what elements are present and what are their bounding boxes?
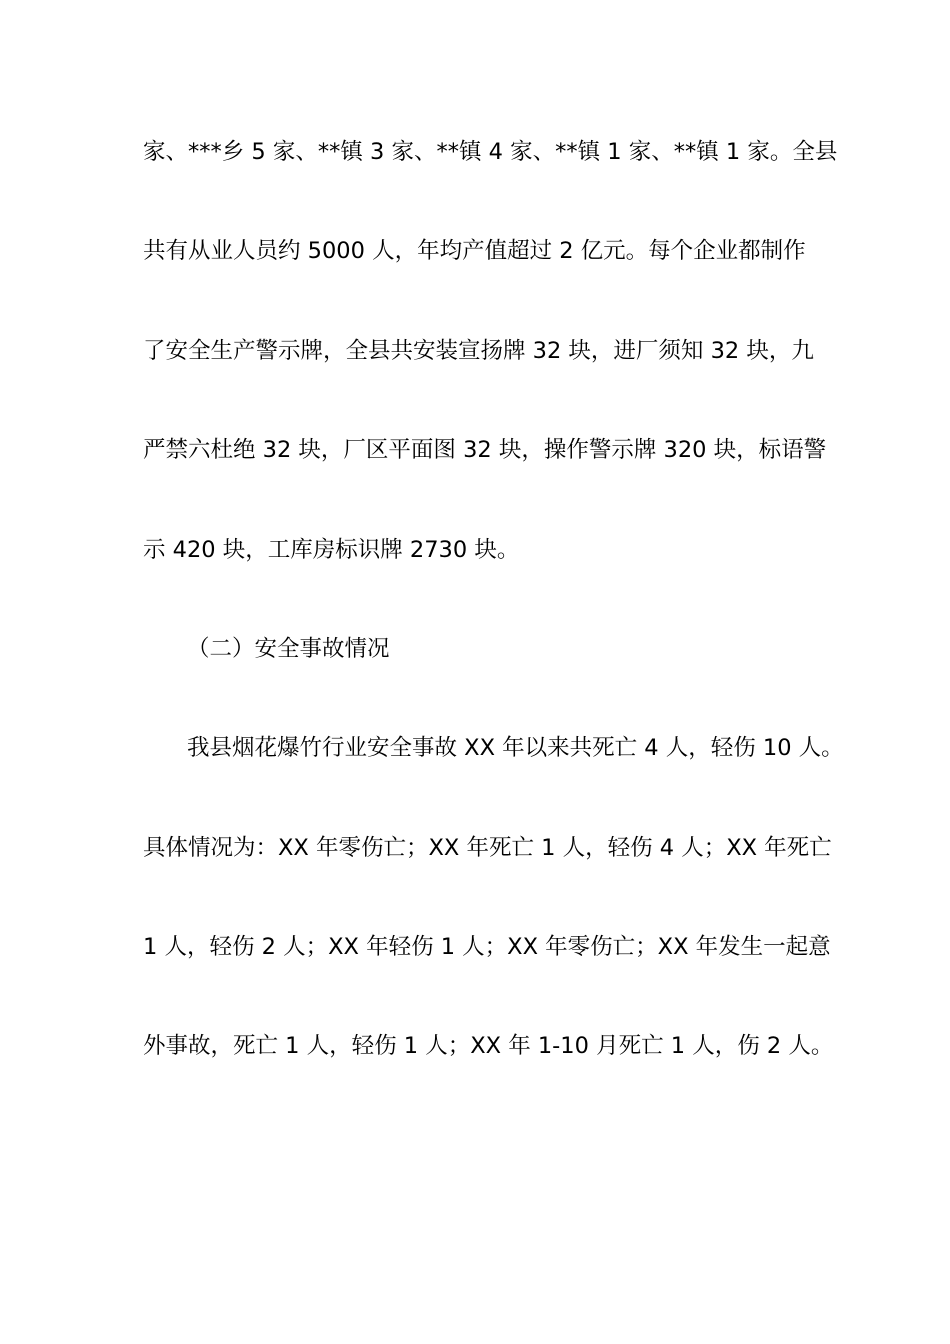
paragraph-2-line-3: 1 人，轻伤 2 人；XX 年轻伤 1 人；XX 年零伤亡；XX 年发生一起意 <box>143 934 831 960</box>
section-heading: （二）安全事故情况 <box>187 636 390 662</box>
text-line-3: 了安全生产警示牌，全县共安装宣扬牌 32 块，进厂须知 32 块，九 <box>143 338 814 364</box>
text-line-1: 家、***乡 5 家、**镇 3 家、**镇 4 家、**镇 1 家、**镇 1 家。全县 <box>143 139 838 165</box>
text-line-4: 严禁六杜绝 32 块，厂区平面图 32 块，操作警示牌 320 块，标语警 <box>143 437 827 463</box>
paragraph-2-line-4: 外事故，死亡 1 人，轻伤 1 人；XX 年 1-10 月死亡 1 人，伤 2 人。 <box>143 1033 834 1059</box>
paragraph-2-line-1: 我县烟花爆竹行业安全事故 XX 年以来共死亡 4 人，轻伤 10 人。 <box>187 735 844 761</box>
text-line-5: 示 420 块，工库房标识牌 2730 块。 <box>143 537 520 563</box>
paragraph-2-line-2: 具体情况为：XX 年零伤亡；XX 年死亡 1 人，轻伤 4 人；XX 年死亡 <box>143 835 832 861</box>
text-line-2: 共有从业人员约 5000 人，年均产值超过 2 亿元。每个企业都制作 <box>143 238 806 264</box>
